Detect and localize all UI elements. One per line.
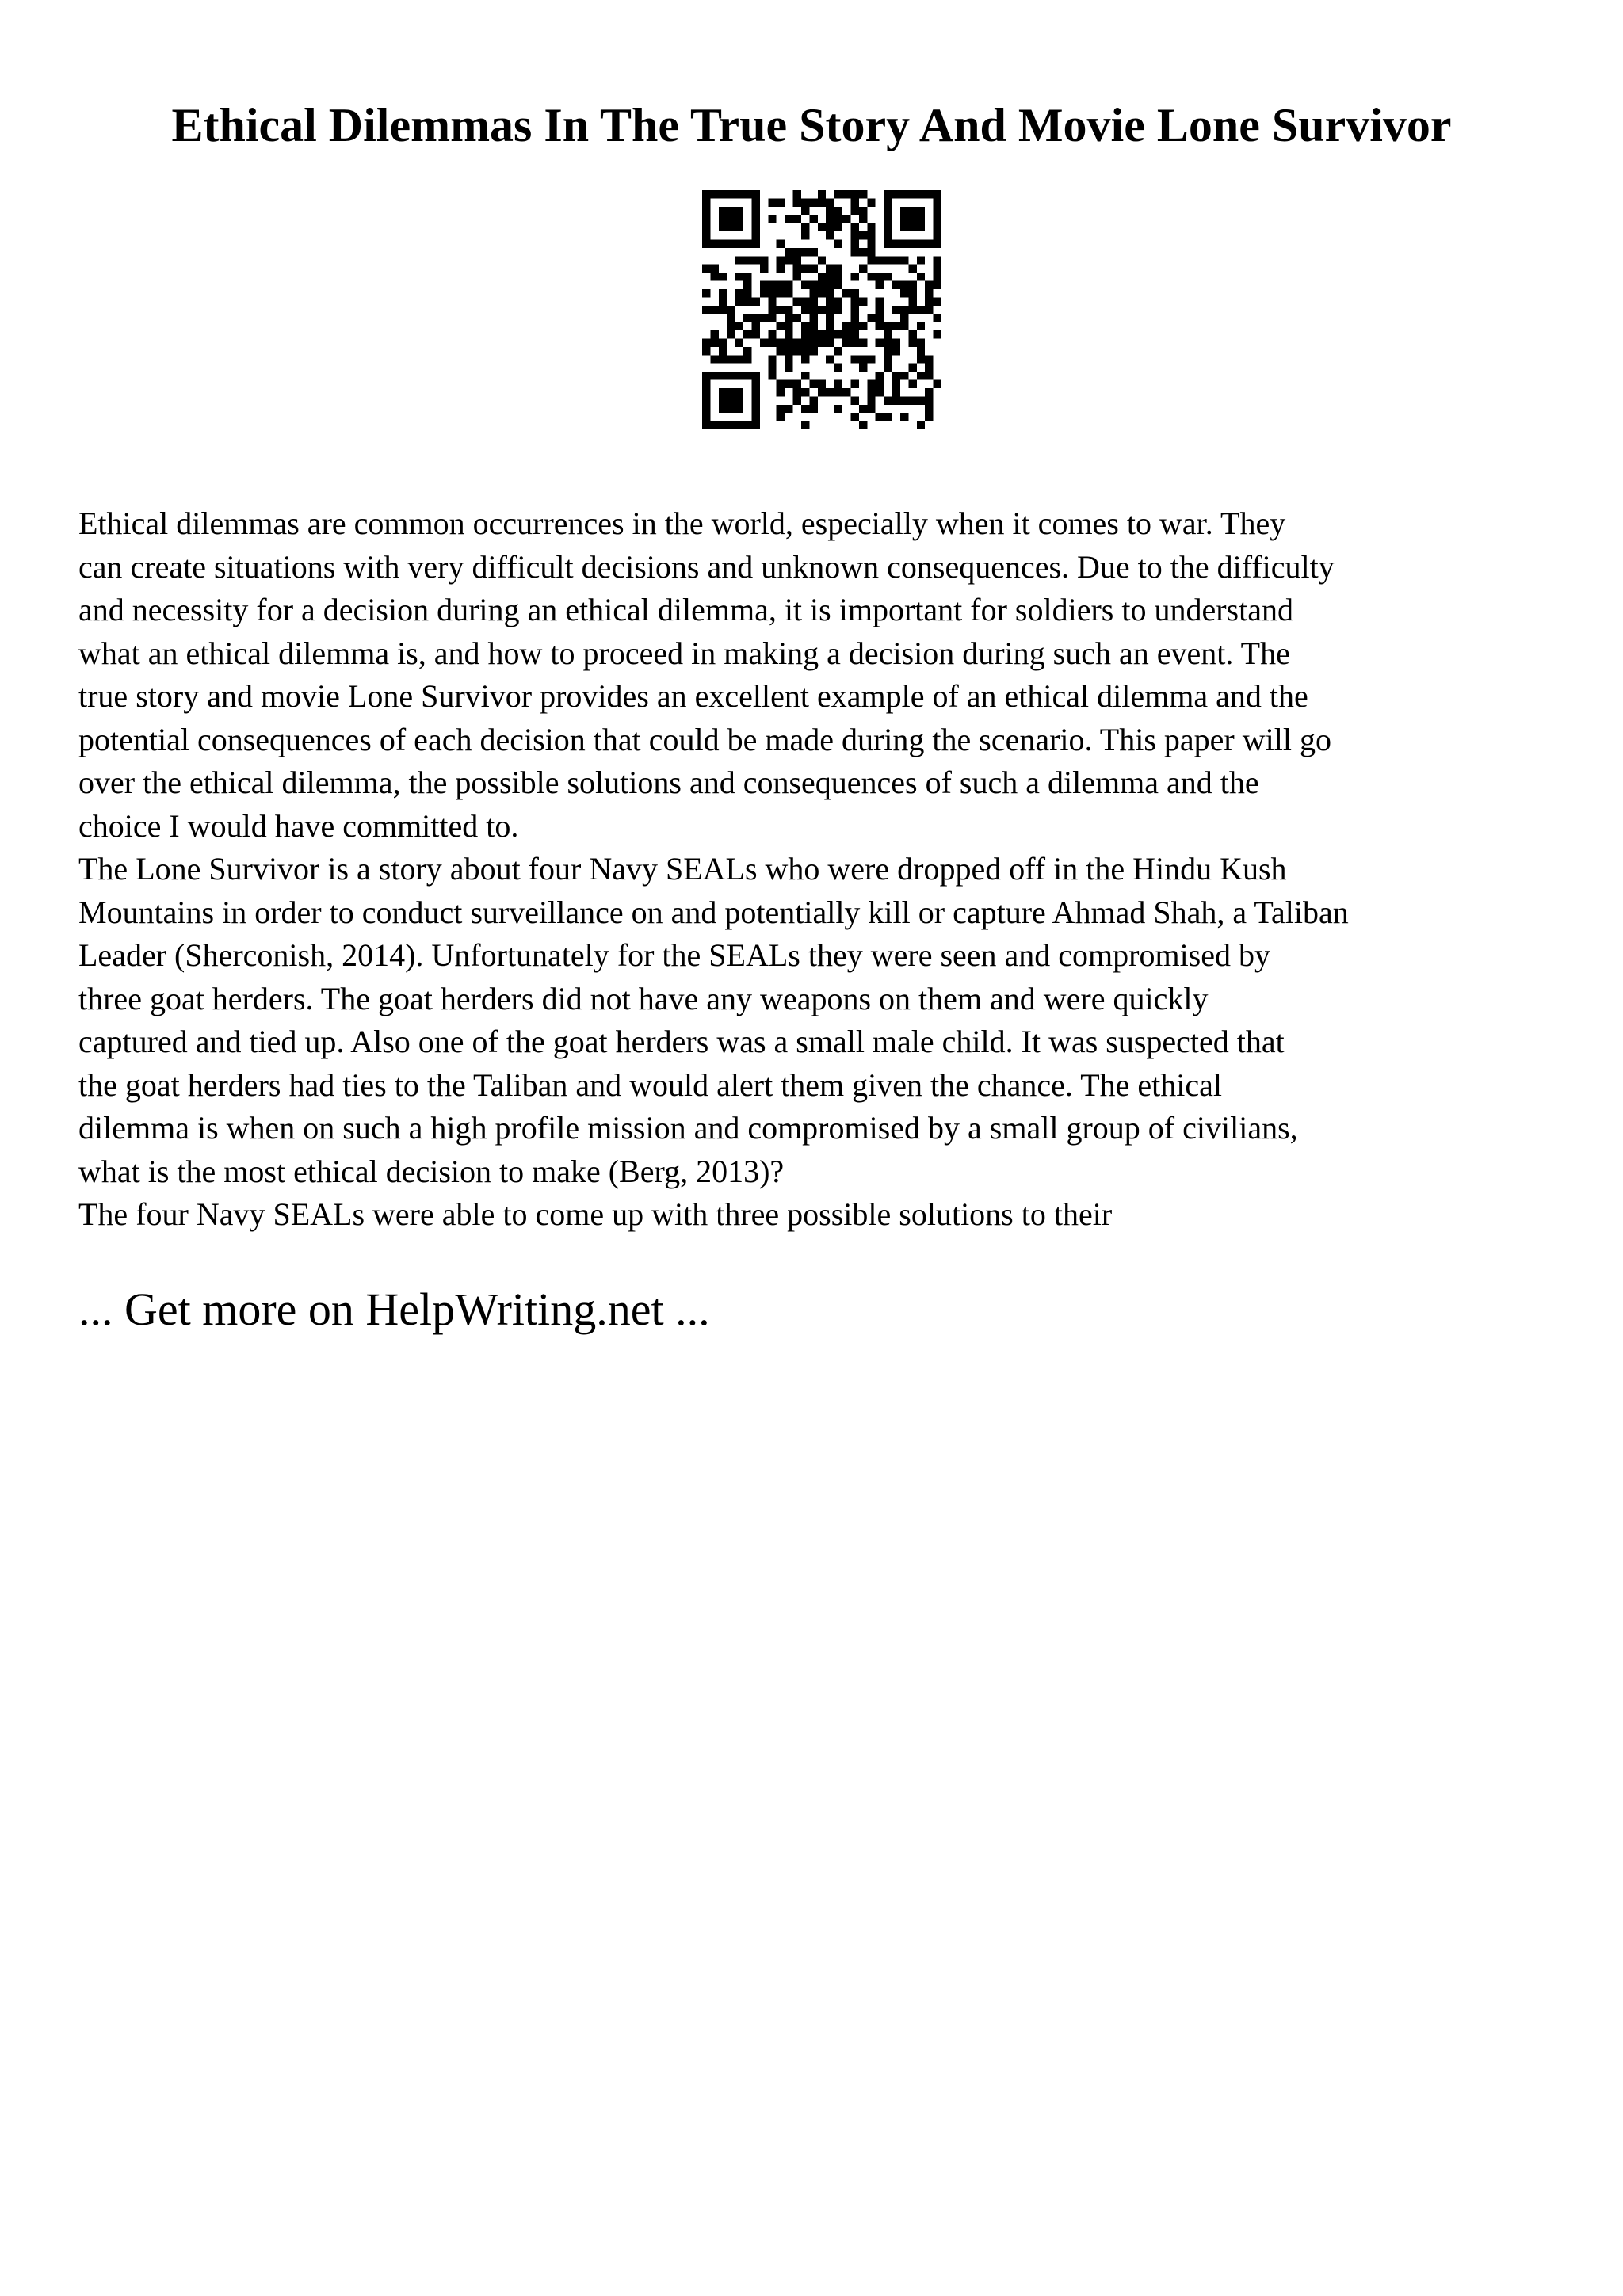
text-line: The four Navy SEALs were able to come up with three possible solutions to their: [78, 1196, 1113, 1232]
text-line: three goat herders. The goat herders did not have any weapons on them and were quickly: [78, 980, 1209, 1016]
text-line: choice I would have committed to.: [78, 807, 519, 844]
text-line: dilemma is when on such a high profile mission and compromised by a small group of civilians,: [78, 1110, 1298, 1146]
text-line: what is the most ethical decision to make (Berg, 2013)?: [78, 1153, 785, 1189]
paragraph-1: [78, 502, 1568, 848]
text-line: the goat herders had ties to the Taliban and would alert them given the chance. The ethical: [78, 1066, 1222, 1103]
text-line: potential consequences of each decision that could be made during the scenario. This paper will go: [78, 721, 1331, 757]
text-line: captured and tied up. Also one of the goat herders was a small male child. It was suspected that: [78, 1024, 1285, 1059]
paragraph-3: [78, 1193, 1568, 1237]
document-title: Ethical Dilemmas In The True Story And Movie Lone Survivor: [171, 99, 1452, 151]
document-body: [78, 502, 1568, 1237]
text-line: The Lone Survivor is a story about four Navy SEALs who were dropped off in the Hindu Kush: [78, 851, 1287, 887]
text-line: true story and movie Lone Survivor provides an excellent example of an ethical dilemma and the: [78, 678, 1308, 714]
text-line: Mountains in order to conduct surveillance on and potentially kill or capture Ahmad Shah, a Taliban: [78, 894, 1349, 930]
text-line: Ethical dilemmas are common occurrences in the world, especially when it comes to war. They: [78, 505, 1286, 541]
paragraph-2: [78, 848, 1568, 1193]
get-more-link[interactable]: ... Get more on HelpWriting.net ...: [78, 1283, 710, 1335]
qr-code-icon: [702, 190, 941, 429]
text-line: can create situations with very difficult decisions and unknown consequences. Due to the difficulty: [78, 548, 1335, 585]
text-line: Leader (Sherconish, 2014). Unfortunately for the SEALs they were seen and compromised by: [78, 937, 1271, 973]
text-line: and necessity for a decision during an ethical dilemma, it is important for soldiers to understand: [78, 592, 1293, 627]
text-line: over the ethical dilemma, the possible solutions and consequences of such a dilemma and the: [78, 765, 1259, 800]
text-line: what an ethical dilemma is, and how to proceed in making a decision during such an event. The: [78, 635, 1290, 671]
